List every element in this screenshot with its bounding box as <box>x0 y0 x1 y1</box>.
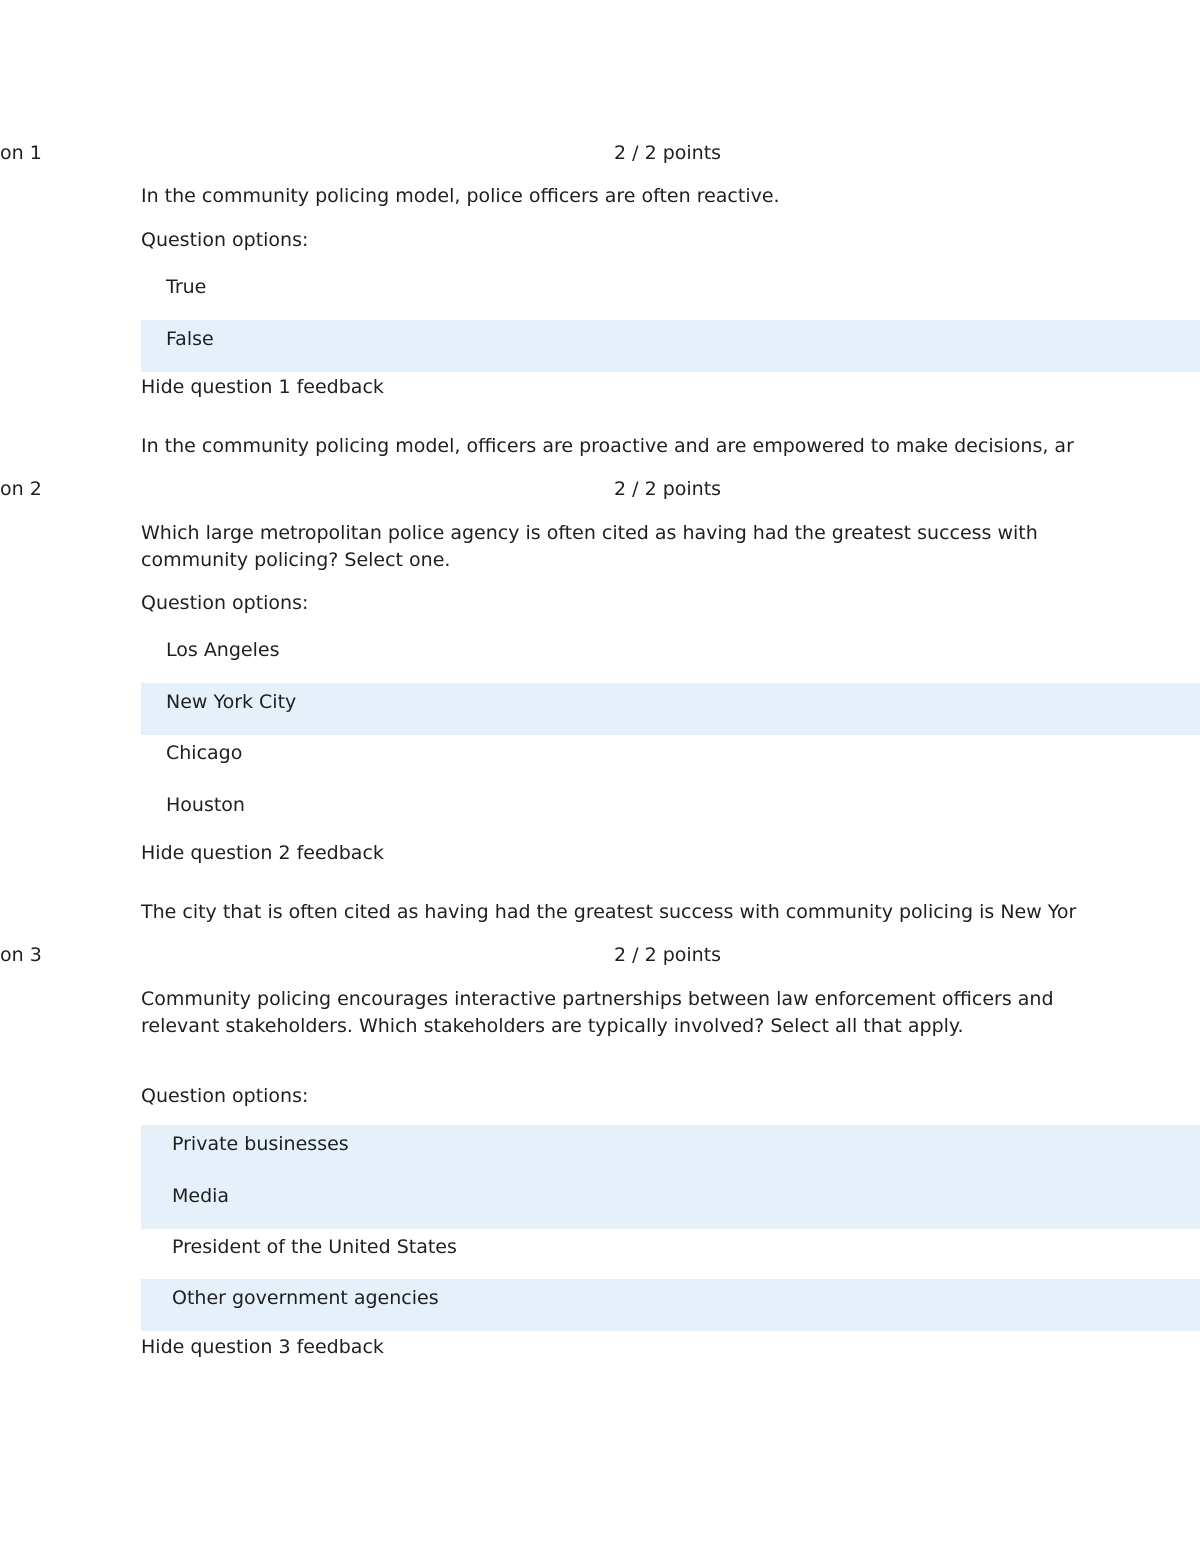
question-1-label: on 1 <box>0 142 42 164</box>
option-label: False <box>166 328 214 350</box>
question-2-label: on 2 <box>0 478 42 500</box>
question-1-feedback-text: In the community policing model, officers are proactive and are empowered to make decisions, ar <box>141 435 1074 457</box>
question-1-points: 2 / 2 points <box>614 142 722 164</box>
option-label: Private businesses <box>172 1133 349 1155</box>
question-2-hide-feedback-link[interactable]: Hide question 2 feedback <box>141 842 384 864</box>
question-3-text: Community policing encourages interactive partnerships between law enforcement officers and relevant stakeholders. Which stakeholders are typically involved? Select all that apply. <box>141 988 1054 1037</box>
question-1-text: In the community policing model, police officers are often reactive. <box>141 185 780 207</box>
question-3-label: on 3 <box>0 944 42 966</box>
question-1-option-true[interactable] <box>141 268 1200 320</box>
question-2-option-los-angeles[interactable] <box>141 631 1200 683</box>
question-3-option-media[interactable] <box>141 1177 1200 1229</box>
question-2-text: Which large metropolitan police agency is often cited as having had the greatest success with community policing? Select one. <box>141 522 1038 571</box>
question-3-option-other-government-agencies[interactable] <box>141 1279 1200 1331</box>
question-3-option-president[interactable] <box>141 1228 1200 1280</box>
option-label: New York City <box>166 691 297 713</box>
option-label: Media <box>172 1185 230 1207</box>
question-2-feedback-text: The city that is often cited as having had the greatest success with community policing is New Yor <box>141 901 1077 923</box>
option-label: True <box>166 276 207 298</box>
option-label: President of the United States <box>172 1236 457 1258</box>
question-2-options-label: Question options: <box>141 592 309 614</box>
question-3-option-private-businesses[interactable] <box>141 1125 1200 1177</box>
option-label: Chicago <box>166 742 243 764</box>
question-3-options-label: Question options: <box>141 1085 309 1107</box>
question-1-options-label: Question options: <box>141 229 309 251</box>
option-label: Houston <box>166 794 245 816</box>
question-3-points: 2 / 2 points <box>614 944 722 966</box>
option-label: Los Angeles <box>166 639 280 661</box>
question-1-option-false[interactable] <box>141 320 1200 372</box>
question-3-hide-feedback-link[interactable]: Hide question 3 feedback <box>141 1336 384 1358</box>
question-2-option-houston[interactable] <box>141 786 1200 838</box>
question-1-hide-feedback-link[interactable]: Hide question 1 feedback <box>141 376 384 398</box>
question-2-option-chicago[interactable] <box>141 734 1200 786</box>
question-2-option-new-york-city[interactable] <box>141 683 1200 735</box>
question-2-points: 2 / 2 points <box>614 478 722 500</box>
option-label: Other government agencies <box>172 1287 439 1309</box>
